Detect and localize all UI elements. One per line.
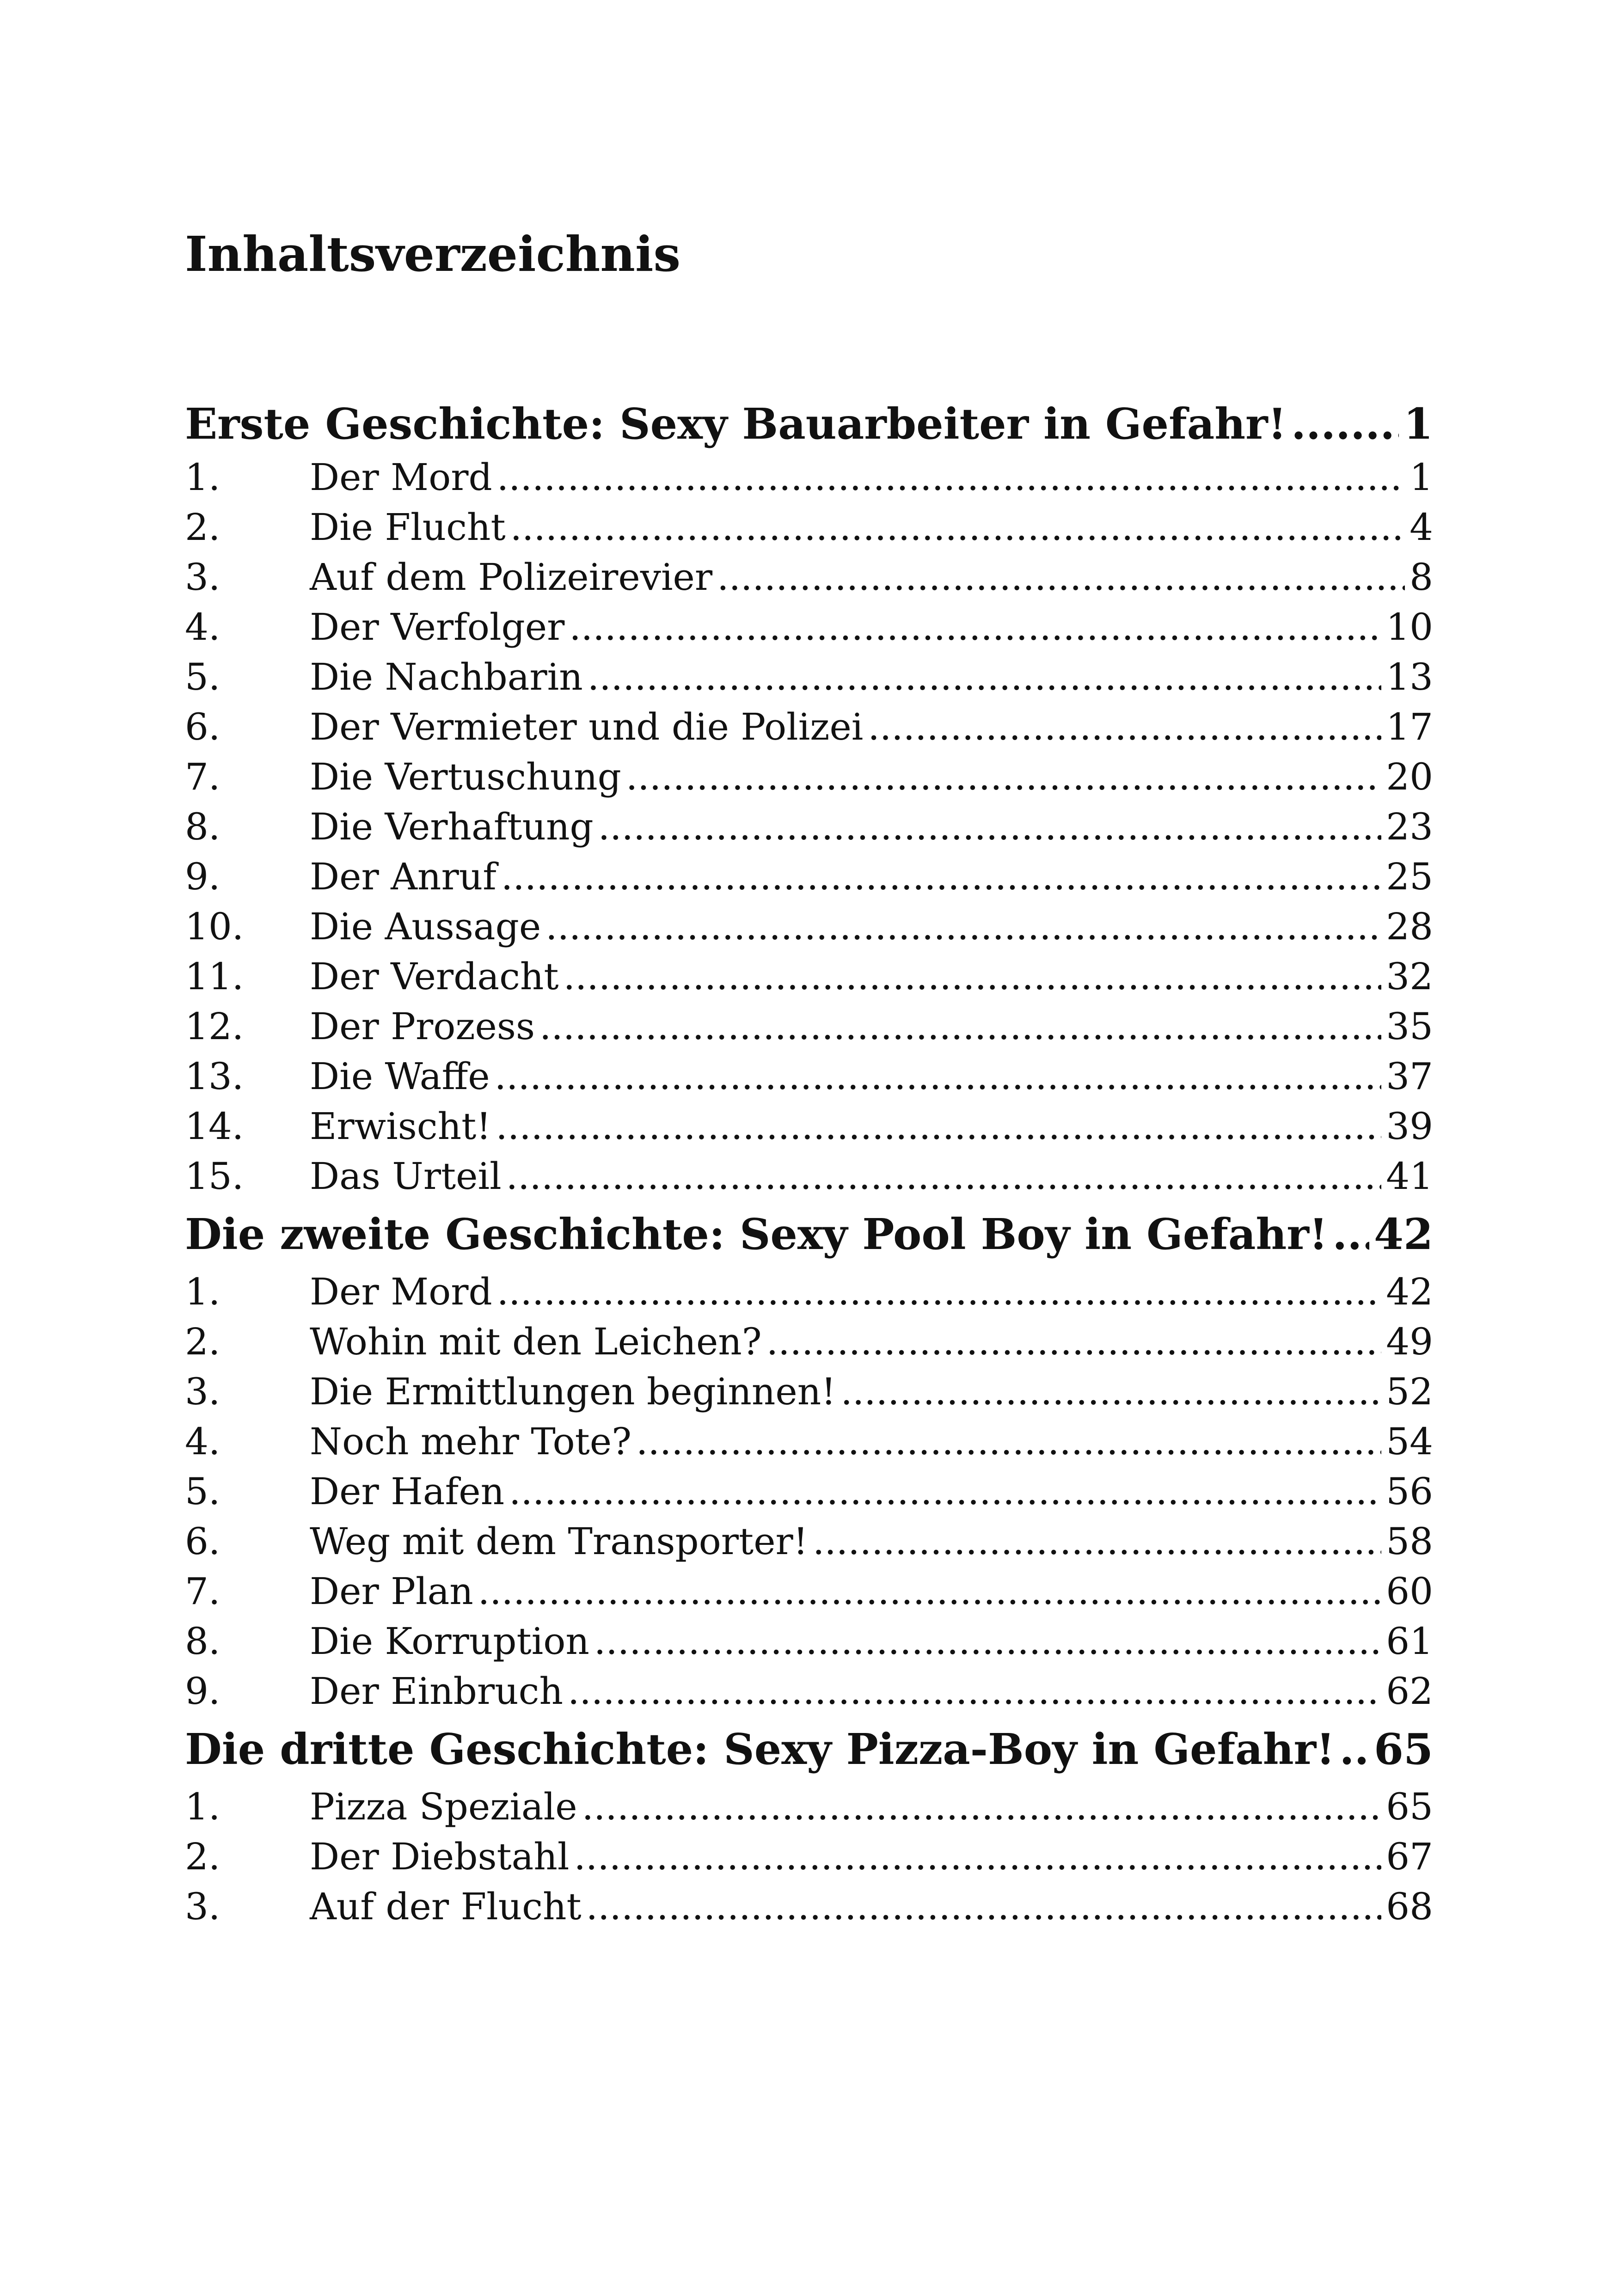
toc-chapter-row — [185, 1616, 1433, 1666]
chapter-title: Das Urteil — [310, 1155, 502, 1198]
toc-chapter-row — [185, 1052, 1433, 1102]
chapter-title: Die Nachbarin — [310, 655, 583, 698]
dot-leader — [1291, 395, 1399, 453]
chapter-page-number: 58 — [1386, 1520, 1433, 1563]
dot-leader — [598, 802, 1381, 852]
chapter-number: 6. — [185, 1520, 221, 1563]
chapter-number: 8. — [185, 805, 221, 848]
dot-leader — [840, 1367, 1381, 1417]
chapter-page-number: 37 — [1386, 1055, 1433, 1098]
chapter-title: Der Verdacht — [310, 955, 559, 998]
chapter-page-number: 68 — [1386, 1885, 1433, 1928]
chapter-page-number: 10 — [1386, 606, 1433, 649]
chapter-title: Der Vermieter und die Polizei — [310, 705, 864, 748]
toc-chapter-row — [185, 1317, 1433, 1367]
dot-leader — [478, 1567, 1381, 1616]
chapter-title: Pizza Speziale — [310, 1785, 577, 1828]
chapter-title: Der Mord — [310, 1270, 492, 1313]
chapter-title: Der Hafen — [310, 1470, 505, 1513]
dot-leader — [636, 1417, 1381, 1467]
toc-chapter-row — [185, 1367, 1433, 1417]
chapter-page-number: 20 — [1386, 755, 1433, 798]
toc-chapter-row — [185, 502, 1433, 552]
toc-chapter-row — [185, 1666, 1433, 1716]
chapter-number: 1. — [185, 456, 221, 499]
toc-chapter-row — [185, 552, 1433, 602]
toc-chapter-row — [185, 1567, 1433, 1616]
chapter-number: 13. — [185, 1055, 244, 1098]
toc-chapter-row — [185, 802, 1433, 852]
chapter-number: 9. — [185, 855, 221, 898]
chapter-page-number: 62 — [1386, 1670, 1433, 1713]
toc-chapter-row — [185, 1467, 1433, 1517]
toc-chapter-row — [185, 1782, 1433, 1832]
dot-leader — [594, 1616, 1381, 1666]
chapter-number: 8. — [185, 1620, 221, 1663]
chapter-page-number: 56 — [1386, 1470, 1433, 1513]
dot-leader — [495, 1052, 1382, 1102]
chapter-number: 10. — [185, 905, 244, 948]
chapter-title: Wohin mit den Leichen? — [310, 1320, 762, 1363]
chapter-page-number: 25 — [1386, 855, 1433, 898]
chapter-number: 6. — [185, 705, 221, 748]
dot-leader — [509, 1467, 1381, 1517]
dot-leader — [497, 453, 1405, 502]
chapter-number: 3. — [185, 1370, 221, 1413]
chapter-number: 14. — [185, 1105, 244, 1148]
toc-chapter-row — [185, 1002, 1433, 1052]
toc-chapter-row — [185, 852, 1433, 902]
chapter-page-number: 1 — [1410, 456, 1433, 499]
chapter-number: 15. — [185, 1155, 244, 1198]
toc-chapter-row — [185, 1517, 1433, 1567]
dot-leader — [568, 1666, 1381, 1716]
dot-leader — [501, 852, 1381, 902]
chapter-number: 12. — [185, 1005, 244, 1048]
chapter-page-number: 61 — [1386, 1620, 1433, 1663]
chapter-page-number: 41 — [1386, 1155, 1433, 1198]
chapter-number: 7. — [185, 755, 221, 798]
chapter-number: 11. — [185, 955, 244, 998]
chapter-title: Auf der Flucht — [310, 1885, 582, 1928]
chapter-page-number: 60 — [1386, 1570, 1433, 1613]
dot-leader — [545, 902, 1381, 952]
chapter-number: 2. — [185, 1835, 221, 1878]
part-page-number: 42 — [1373, 1209, 1433, 1259]
chapter-number: 3. — [185, 556, 221, 599]
dot-leader — [564, 952, 1382, 1002]
chapter-number: 7. — [185, 1570, 221, 1613]
toc-chapter-row — [185, 1832, 1433, 1882]
chapter-title: Weg mit dem Transporter! — [310, 1520, 808, 1563]
chapter-number: 4. — [185, 606, 221, 649]
toc-chapter-row — [185, 752, 1433, 802]
toc-chapter-row — [185, 1102, 1433, 1151]
chapter-title: Die Vertuschung — [310, 755, 621, 798]
chapter-title: Die Ermittlungen beginnen! — [310, 1370, 836, 1413]
part-page-number: 65 — [1373, 1724, 1433, 1774]
chapter-page-number: 49 — [1386, 1320, 1433, 1363]
chapter-page-number: 32 — [1386, 955, 1433, 998]
dot-leader — [569, 602, 1381, 652]
dot-leader — [1340, 1716, 1369, 1782]
dot-leader — [717, 552, 1405, 602]
toc-chapter-row — [185, 1417, 1433, 1467]
chapter-page-number: 13 — [1386, 655, 1433, 698]
chapter-title: Der Plan — [310, 1570, 473, 1613]
toc-chapter-row — [185, 952, 1433, 1002]
dot-leader — [766, 1317, 1382, 1367]
chapter-number: 4. — [185, 1420, 221, 1463]
chapter-number: 1. — [185, 1785, 221, 1828]
part-page-number: 1 — [1403, 399, 1433, 449]
chapter-page-number: 4 — [1410, 506, 1433, 549]
chapter-title: Die Korruption — [310, 1620, 589, 1663]
chapter-title: Die Aussage — [310, 905, 541, 948]
chapter-title: Der Einbruch — [310, 1670, 563, 1713]
toc-chapter-row — [185, 652, 1433, 702]
chapter-title: Die Verhaftung — [310, 805, 594, 848]
dot-leader — [586, 1882, 1382, 1932]
chapter-number: 2. — [185, 506, 221, 549]
toc-chapter-row — [185, 902, 1433, 952]
page-title: Inhaltsverzeichnis — [185, 226, 681, 282]
dot-leader — [539, 1002, 1381, 1052]
chapter-page-number: 54 — [1386, 1420, 1433, 1463]
toc-chapter-row — [185, 453, 1433, 502]
dot-leader — [813, 1517, 1381, 1567]
toc-chapter-row — [185, 1267, 1433, 1317]
dot-leader — [574, 1832, 1381, 1882]
chapter-number: 5. — [185, 655, 221, 698]
toc-chapter-row — [185, 602, 1433, 652]
toc-chapter-row — [185, 1151, 1433, 1201]
toc-chapter-row — [185, 1882, 1433, 1932]
chapter-number: 3. — [185, 1885, 221, 1928]
dot-leader — [496, 1102, 1381, 1151]
chapter-title: Der Anruf — [310, 855, 496, 898]
chapter-page-number: 35 — [1386, 1005, 1433, 1048]
chapter-title: Die Flucht — [310, 506, 506, 549]
dot-leader — [626, 752, 1381, 802]
chapter-title: Der Diebstahl — [310, 1835, 570, 1878]
chapter-number: 5. — [185, 1470, 221, 1513]
dot-leader — [510, 502, 1405, 552]
dot-leader — [582, 1782, 1382, 1832]
chapter-title: Der Prozess — [310, 1005, 535, 1048]
dot-leader — [497, 1267, 1382, 1317]
toc-part-heading — [185, 1716, 1433, 1782]
part-title: Erste Geschichte: Sexy Bauarbeiter in Gefahr! — [185, 399, 1287, 449]
chapter-title: Erwischt! — [310, 1105, 491, 1148]
toc-part-heading — [185, 395, 1433, 453]
chapter-title: Der Verfolger — [310, 606, 565, 649]
chapter-number: 9. — [185, 1670, 221, 1713]
chapter-page-number: 28 — [1386, 905, 1433, 948]
chapter-page-number: 17 — [1386, 705, 1433, 748]
chapter-title: Auf dem Polizeirevier — [310, 556, 713, 599]
dot-leader — [868, 702, 1381, 752]
chapter-number: 1. — [185, 1270, 221, 1313]
chapter-page-number: 23 — [1386, 805, 1433, 848]
chapter-title: Der Mord — [310, 456, 492, 499]
toc-part-heading — [185, 1201, 1433, 1267]
part-title: Die zweite Geschichte: Sexy Pool Boy in Gefahr! — [185, 1209, 1328, 1259]
table-of-contents — [185, 395, 1433, 1932]
dot-leader — [588, 652, 1381, 702]
dot-leader — [506, 1151, 1382, 1201]
toc-chapter-row — [185, 702, 1433, 752]
chapter-page-number: 8 — [1410, 556, 1433, 599]
chapter-page-number: 42 — [1386, 1270, 1433, 1313]
chapter-page-number: 52 — [1386, 1370, 1433, 1413]
chapter-page-number: 67 — [1386, 1835, 1433, 1878]
chapter-page-number: 39 — [1386, 1105, 1433, 1148]
chapter-number: 2. — [185, 1320, 221, 1363]
chapter-title: Noch mehr Tote? — [310, 1420, 632, 1463]
dot-leader — [1332, 1201, 1369, 1267]
chapter-page-number: 65 — [1386, 1785, 1433, 1828]
chapter-title: Die Waffe — [310, 1055, 490, 1098]
part-title: Die dritte Geschichte: Sexy Pizza-Boy in Gefahr! — [185, 1724, 1335, 1774]
